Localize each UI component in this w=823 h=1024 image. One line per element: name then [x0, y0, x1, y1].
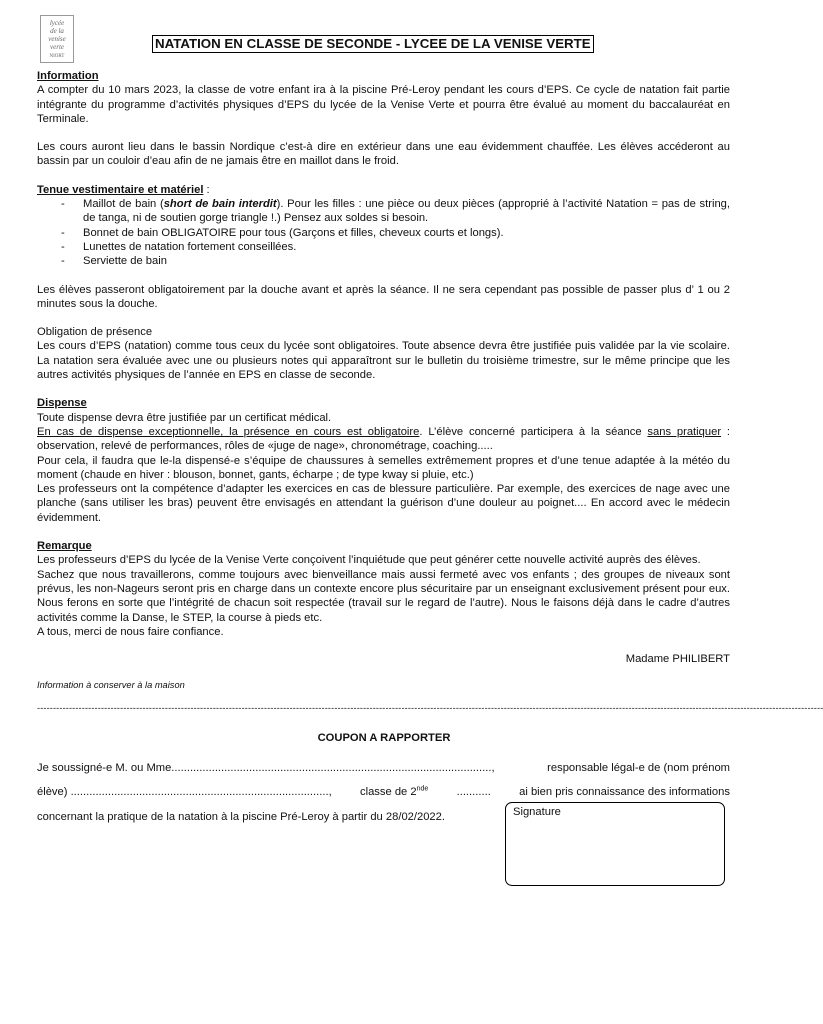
coupon-class: [360, 785, 428, 799]
document-title: NATATION EN CLASSE DE SECONDE - LYCEE DE LA VENISE VERTE: [152, 35, 594, 53]
coupon-text: ...........: [456, 786, 491, 798]
coupon-text: élève) ...................................................................................,: [37, 786, 332, 798]
signature-label: Signature: [513, 806, 561, 818]
tenue-heading-line: [37, 183, 730, 197]
logo-text: de la: [50, 27, 64, 35]
coupon-sup: nde: [416, 785, 429, 793]
list-item: - Bonnet de bain OBLIGATOIRE pour tous (Garçons et filles, cheveux courts et longs).: [37, 226, 730, 240]
conserve-note: Information à conserver à la maison: [37, 680, 185, 690]
coupon-text: responsable légal-e de (nom prénom: [547, 762, 730, 774]
item-text: ). Pour les filles : une pièce ou deux pièces (approprié à l’activité Natation = pas de string, de tanga, ni de soutien gorge triangle !.) Pensez aux soldes si besoin.: [83, 198, 730, 225]
list-item: - Lunettes de natation fortement conseillées.: [37, 240, 730, 254]
dispense-line-4: Les professeurs ont la compétence d’adapter les exercices en cas de blessure particulière. Par exemple, des exercices de nage avec une planche (sans utiliser les bras) peuvent être envisagés en attendant la guérison d’une douleur au poignet.... En accord avec le médecin évidemment.: [37, 483, 730, 524]
dispense-line-2: [37, 425, 730, 454]
information-heading: Information: [37, 70, 99, 82]
dispense-text: : observation, relevé de performances, rôles de «juge de nage», chronométrage, coaching.....: [37, 425, 730, 453]
remarque-line-3: A tous, merci de nous faire confiance.: [37, 625, 224, 638]
coupon-line-1: [37, 761, 730, 775]
tenue-heading: Tenue vestimentaire et matériel: [37, 183, 204, 196]
remarque-line-2: Sachez que nous travaillerons, comme toujours avec bienveillance mais aussi fermeté avec vos enfants ; des groupes de niveaux sont prévus, les non-Nageurs seront pris en charge dans un contexte encore plus sécuritaire par un enseignant exclusivement présent pour eux. Nous ferons en sorte que l’intégrité de chacun soit respectée (travail sur le regard de l’autre). Nous le faisons déjà dans le cadre d’autres activités comme la Danse, le STEP, la course à pieds etc.: [37, 568, 730, 624]
douche-paragraph: Les élèves passeront obligatoirement par la douche avant et après la séance. Il ne sera cependant pas possible de passer plus d’ 1 ou 2 minutes sous la douche.: [37, 283, 730, 310]
cut-line: ------------------------------------------------------------------------------------------------------------------------------------------------------------------------------------------------------------------------------------------------------: [37, 703, 823, 713]
item-emphasis: short de bain interdit: [163, 198, 277, 211]
logo-text: verte: [50, 43, 64, 51]
dispense-line-1: Toute dispense devra être justifiée par un certificat médical.: [37, 411, 332, 424]
list-item: [37, 197, 730, 226]
remarque-line-1: Les professeurs d’EPS du lycée de la Venise Verte conçoivent l’inquiétude que peut générer cette nouvelle activité auprès des élèves.: [37, 554, 701, 567]
coupon-title: COUPON A RAPPORTER: [317, 732, 451, 744]
logo-text: venise: [48, 35, 66, 43]
dispense-line-3: Pour cela, il faudra que le-la dispensé-e s’équipe de chaussures à semelles extrêmement propres et d’une tenue adaptée à la météo du moment (chaude en hiver : blouson, bonnet, gants, écharpe ; de type kway si pluie, etc.): [37, 454, 730, 481]
document-body: [37, 69, 730, 666]
obligation-paragraph: Les cours d’EPS (natation) comme tous ceux du lycée sont obligatoires. Toute absence devra être justifiée puis validée par la vie scolaire. La natation sera évaluée avec une ou plusieurs notes qui apparaîtront sur le bulletin du troisième trimestre, sur le même principe que les autres activités physiques de l’année en EPS en classe de seconde.: [37, 340, 730, 382]
coupon-line-2: [37, 785, 730, 799]
information-paragraph-1: A compter du 10 mars 2023, la classe de votre enfant ira à la piscine Pré-Leroy pendant les cours d’EPS. Ce cycle de natation fait partie intégrante du programme d’activités physiques d’EPS du lycée de la Venise Verte et pourra être évalué au moment du baccalauréat en Terminale.: [37, 84, 730, 125]
dispense-heading: Dispense: [37, 397, 87, 410]
logo-text: NIORT: [49, 54, 65, 59]
dispense-underlined: En cas de dispense exceptionnelle, la présence en cours est obligatoire: [37, 425, 420, 438]
dispense-underlined: sans pratiquer: [647, 425, 722, 438]
school-logo: [40, 15, 74, 63]
information-paragraph-2: Les cours auront lieu dans le bassin Nordique c’est-à dire en extérieur dans une eau évidemment chauffée. Les élèves accéderont au bassin par un couloir d’eau afin de ne jamais être en maillot dans le froid.: [37, 141, 730, 168]
list-item: - Serviette de bain: [37, 254, 730, 268]
coupon-text: Je soussigné-e M. ou Mme.......................................................................................................,: [37, 762, 495, 774]
dispense-text: . L’élève concerné participera à la séance: [419, 425, 648, 438]
logo-text: lycée: [49, 19, 65, 27]
equipment-list: [37, 197, 730, 268]
item-text: Maillot de bain (: [83, 198, 164, 211]
coupon-text: ai bien pris connaissance des informations: [519, 786, 730, 798]
tenue-colon: :: [203, 183, 210, 196]
obligation-heading: Obligation de présence: [37, 326, 153, 339]
coupon-text: classe de 2: [360, 786, 417, 798]
coupon-line-3: concernant la pratique de la natation à la piscine Pré-Leroy à partir du 28/02/2022.: [37, 811, 445, 823]
remarque-heading: Remarque: [37, 540, 92, 553]
signature-box: [505, 802, 725, 886]
teacher-signature-name: Madame PHILIBERT: [625, 653, 730, 666]
